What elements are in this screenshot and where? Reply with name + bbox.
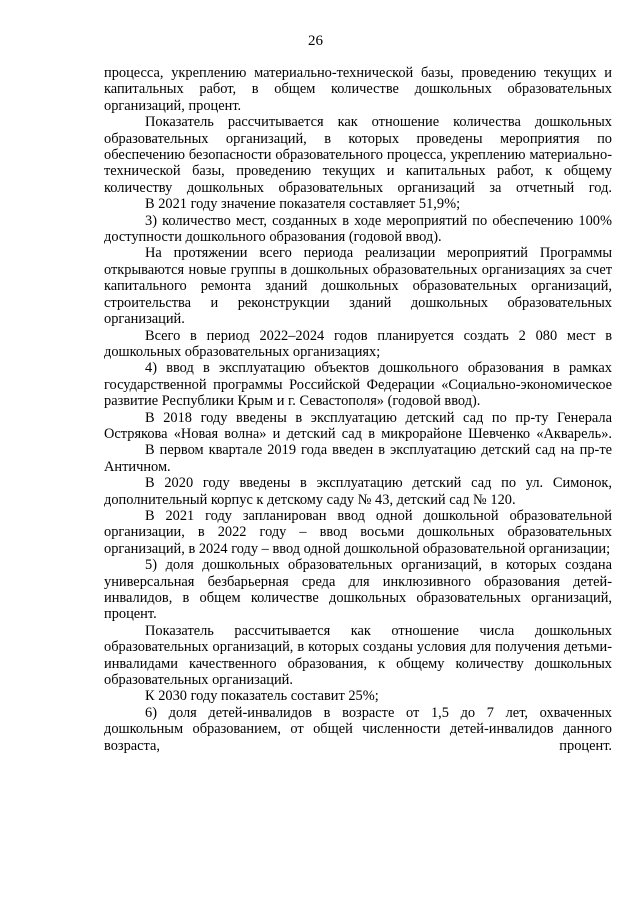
paragraph-6: Всего в период 2022–2024 годов планируется создать 2 080 мест в дошкольных образовательных организациях; (104, 327, 612, 360)
document-body (104, 65, 612, 754)
paragraph-13: Показатель рассчитывается как отношение числа дошкольных образовательных организаций, в которых созданы условия для получения детьми-инвалидами качественного образования, к общему количеству дошкольных образовательных организаций. (104, 622, 612, 689)
paragraph-2: Показатель рассчитывается как отношение количества дошкольных образовательных организаций, в которых проведены мероприятия по обеспечению безопасности образовательного процесса, укреплению материально-технической базы, проведению текущих и капитальных работ, к общему количеству дошкольных образовательных организаций за отчетный год. (104, 114, 612, 196)
paragraph-14: К 2030 году показатель составит 25%; (145, 688, 379, 705)
paragraph-3: В 2021 году значение показателя составляет 51,9%; (145, 196, 461, 213)
paragraph-4: 3) количество мест, созданных в ходе мероприятий по обеспечению 100% доступности дошкольного образования (годовой ввод). (104, 212, 612, 246)
paragraph-9: В первом квартале 2019 года введен в эксплуатацию детский сад на пр-те Античном. (104, 442, 612, 475)
paragraph-8: В 2018 году введены в эксплуатацию детский сад по пр-ту Генерала Острякова «Новая волна» и детский сад в микрорайоне Шевченко «Акварель». (104, 409, 612, 442)
paragraph-1: процесса, укреплению материально-технической базы, проведению текущих и капитальных работ, в общем количестве дошкольных образовательных организаций, процент. (104, 65, 612, 114)
paragraph-11: В 2021 году запланирован ввод одной дошкольной образовательной организации, в 2022 году – ввод восьми дошкольных образовательных организаций, в 2024 году – ввод одной дошкольной образовательной организации; (104, 507, 612, 557)
page-number: 26 (308, 33, 323, 49)
paragraph-12: 5) доля дошкольных образовательных организаций, в которых создана универсальная безбарьерная среда для инклюзивного образования детей-инвалидов, в общем количестве дошкольных образовательных организаций, процент. (104, 557, 612, 623)
paragraph-10: В 2020 году введены в эксплуатацию детский сад по ул. Симонок, дополнительный корпус к детскому саду № 43, детский сад № 120. (104, 475, 612, 508)
paragraph-15: 6) доля детей-инвалидов в возрасте от 1,5 до 7 лет, охваченных дошкольным образованием, от общей численности детей-инвалидов данного возраста, процент. (104, 704, 612, 754)
paragraph-5: На протяжении всего периода реализации мероприятий Программы открываются новые группы в дошкольных образовательных организациях за счет капитального ремонта зданий дошкольных образовательных организаций, строительства и реконструкции зданий дошкольных образовательных организаций. (104, 245, 612, 328)
paragraph-7: 4) ввод в эксплуатацию объектов дошкольного образования в рамках государственной программы Российской Федерации «Социально-экономическое развитие Республики Крым и г. Севастополя» (годовой ввод). (104, 360, 612, 410)
